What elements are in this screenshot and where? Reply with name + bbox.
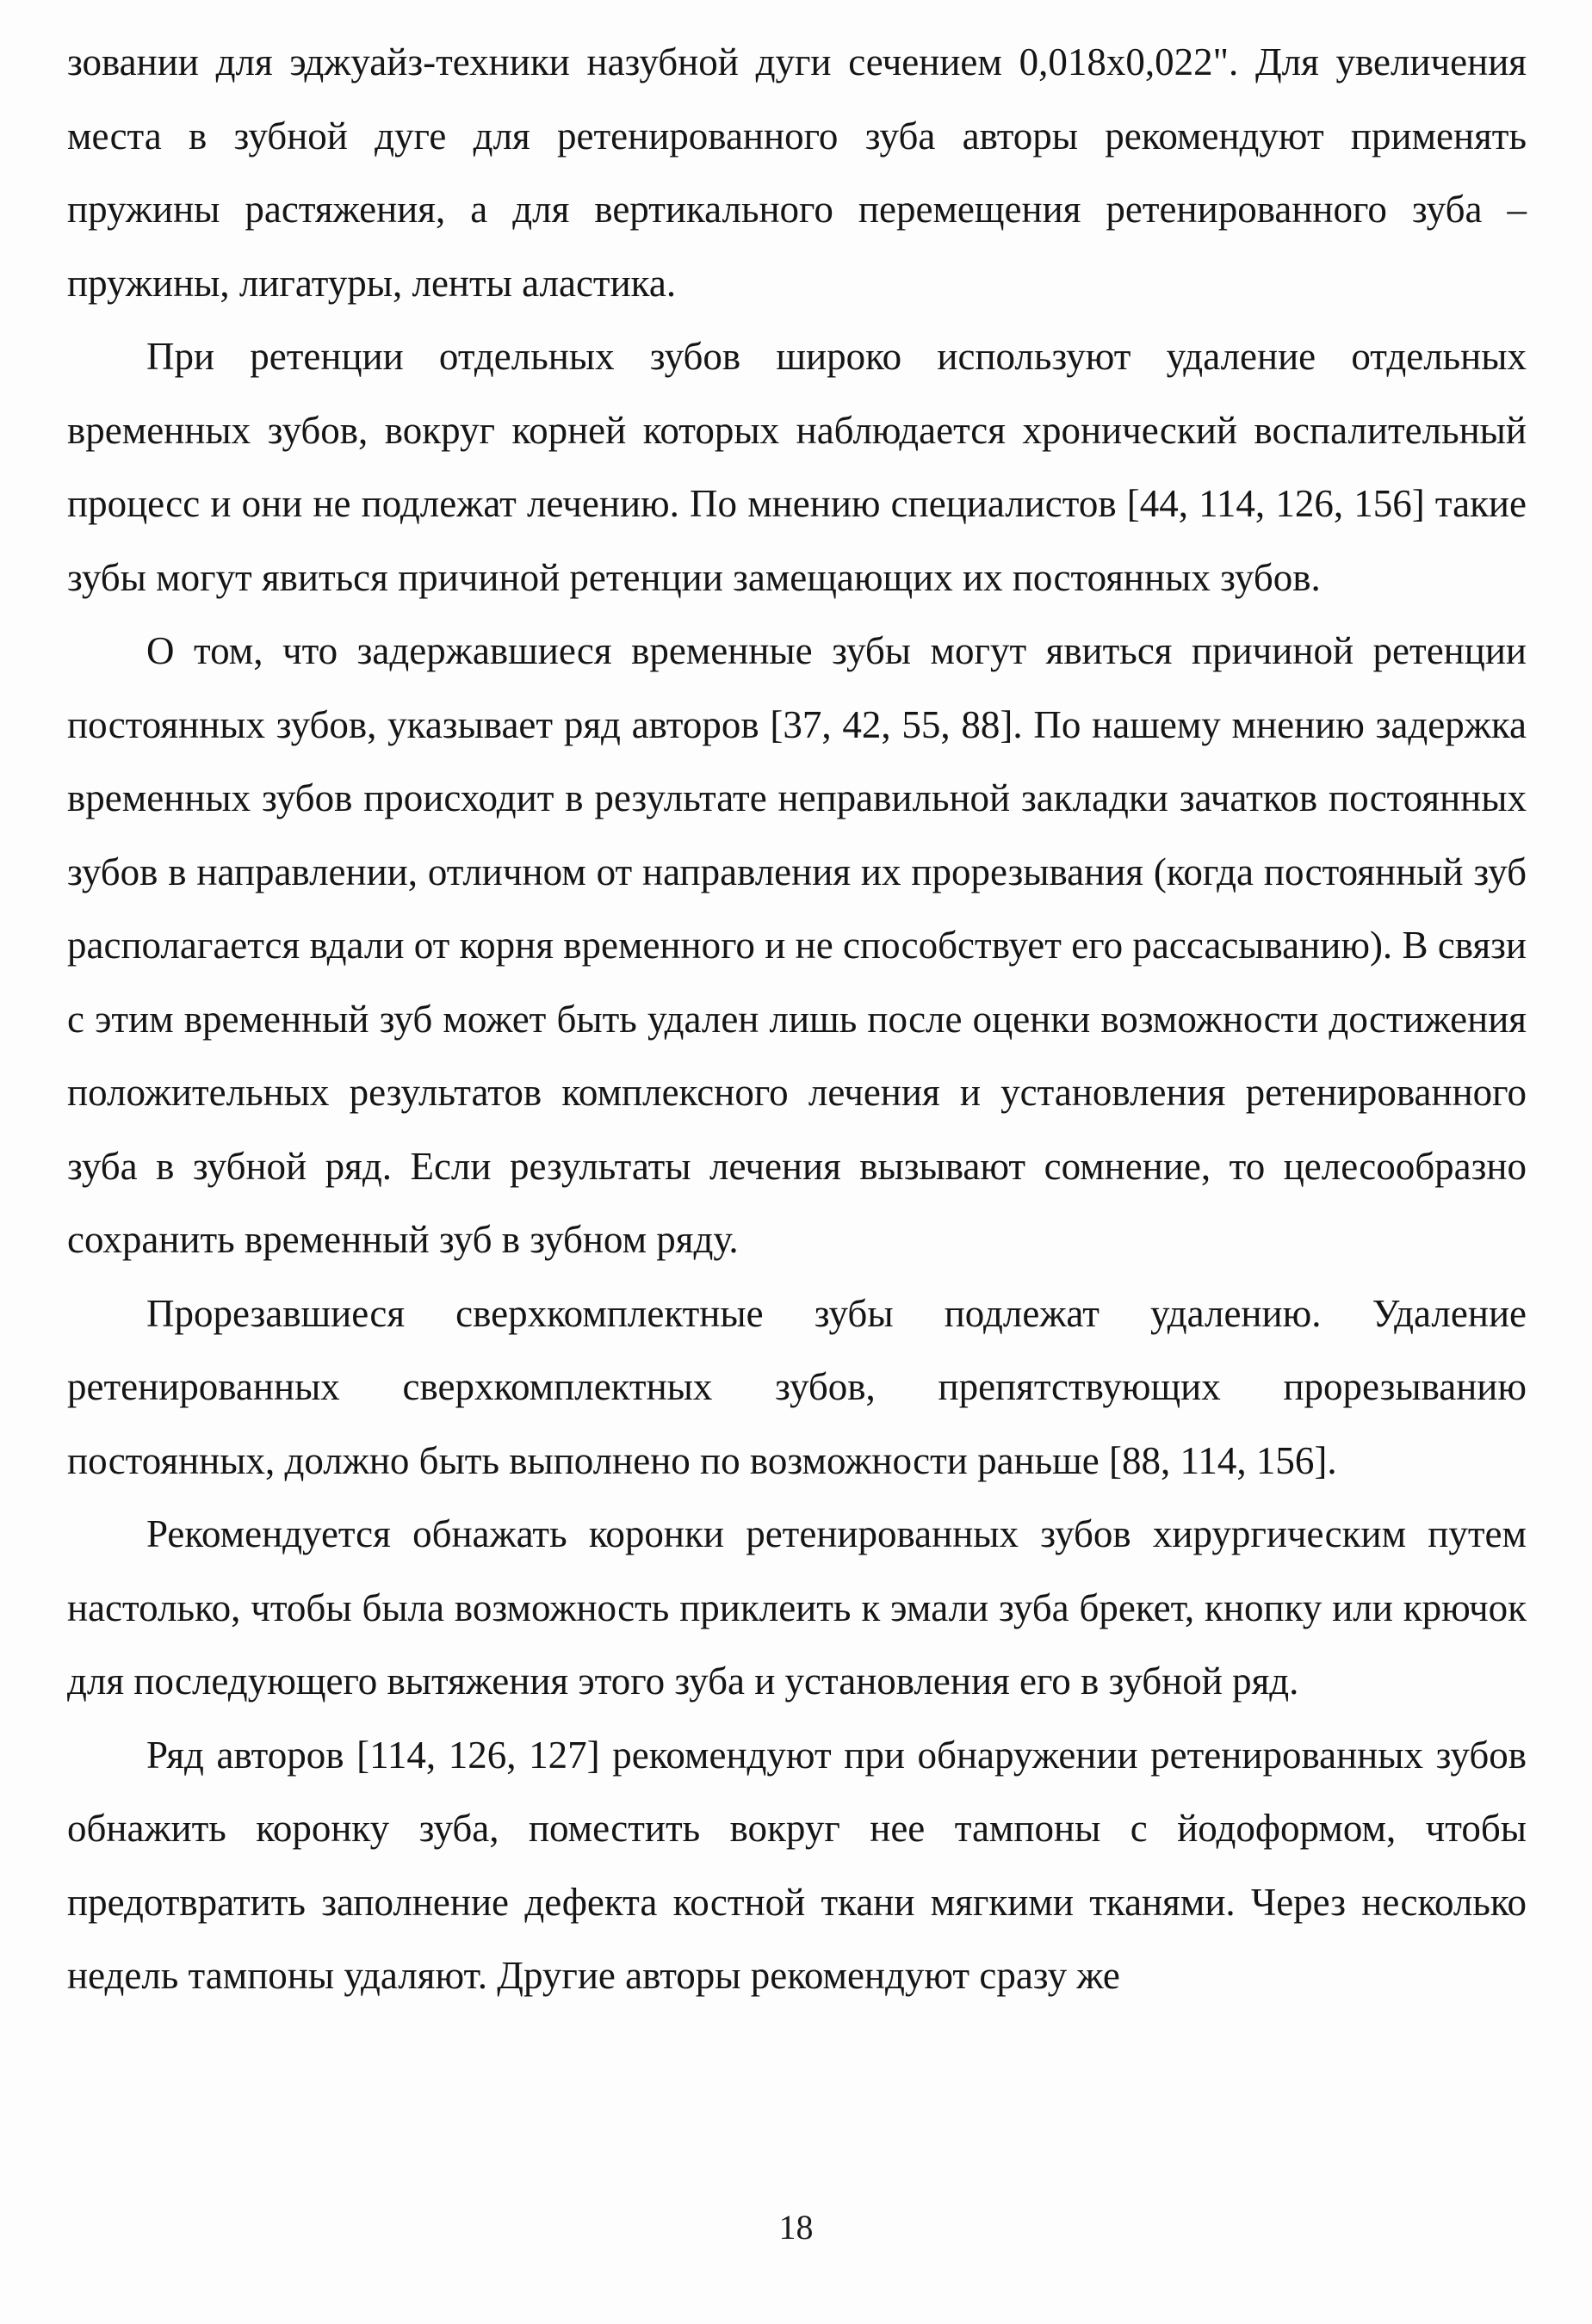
paragraph-supernumerary-teeth: Прорезавшиеся сверхкомплектные зубы подлежат удалению. Удаление ретенированных сверхкомплектных зубов, препятствующих прорезыванию постоянных, должно быть выполнено по возможности раньше [88, 114, 156]. xyxy=(67,1291,1527,1482)
paragraph-continuation: зовании для эджуайз-техники назубной дуги сечением 0,018х0,022". Для увеличения места в зубной дуге для ретенированного зуба авторы рекомендуют применять пружины растяжения, а для вертикального перемещения ретенированного зуба – пружины, лигатуры, ленты аластика. xyxy=(67,40,1527,305)
paragraph-crown-exposure: Рекомендуется обнажать коронки ретенированных зубов хирургическим путем настолько, чтобы была возможность приклеить к эмали зуба брекет, кнопку или крючок для последующего вытяжения этого зуба и установления его в зубной ряд. xyxy=(67,1512,1527,1703)
paragraph-tampon-method: Ряд авторов [114, 126, 127] рекомендуют при обнаружении ретенированных зубов обнажить коронку зуба, поместить вокруг нее тампоны с йодоформом, чтобы предотвратить заполнение дефекта костной ткани мягкими тканями. Через несколько недель тампоны удаляют. Другие авторы рекомендуют сразу же xyxy=(67,1733,1527,1997)
body-text xyxy=(67,26,1527,2013)
paragraph-retention-removal: При ретенции отдельных зубов широко используют удаление отдельных временных зубов, вокруг корней которых наблюдается хронический воспалительный процесс и они не подлежат лечению. По мнению специалистов [44, 114, 126, 156] такие зубы могут явиться причиной ретенции замещающих их постоянных зубов. xyxy=(67,335,1527,599)
page-number: 18 xyxy=(778,2208,814,2247)
paragraph-delayed-teeth: О том, что задержавшиеся временные зубы могут явиться причиной ретенции постоянных зубов, указывает ряд авторов [37, 42, 55, 88]. По нашему мнению задержка временных зубов происходит в результате неправильной закладки зачатков постоянных зубов в направлении, отличном от направления их прорезывания (когда постоянный зуб располагается вдали от корня временного и не способствует его рассасыванию). В связи с этим временный зуб может быть удален лишь после оценки возможности достижения положительных результатов комплексного лечения и установления ретенированного зуба в зубной ряд. Если результаты лечения вызывают сомнение, то целесообразно сохранить временный зуб в зубном ряду. xyxy=(67,629,1527,1261)
